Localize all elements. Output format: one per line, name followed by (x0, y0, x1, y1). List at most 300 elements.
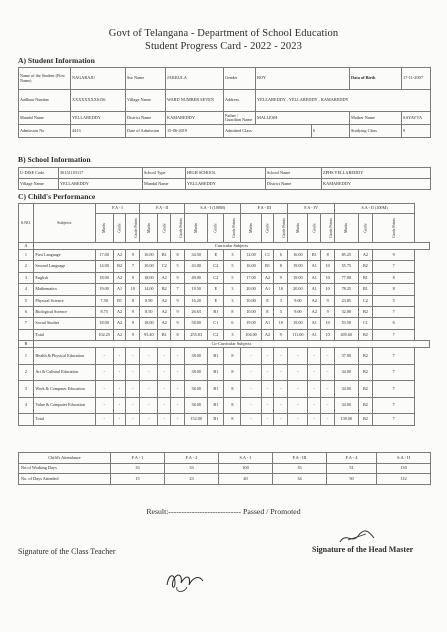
head-master-signature-label: Signature of the Head Master (312, 545, 414, 554)
mark-cell: - (113, 381, 126, 398)
mark-cell: A2 (261, 329, 274, 340)
mark-cell: B1 (158, 250, 171, 261)
mark-cell: - (241, 364, 261, 381)
label-father: Father / Guardian Name (224, 112, 256, 125)
row-sno (19, 414, 34, 425)
mark-cell: 34.00 (335, 381, 358, 398)
mark-cell: 9 (274, 272, 288, 283)
attendance-header-cell: F.A - 4 (327, 453, 377, 464)
mark-cell: A2 (113, 318, 126, 329)
mark-cell: - (241, 414, 261, 425)
mark-cell: 38.00 (184, 364, 207, 381)
table-row (19, 250, 430, 261)
column-subheader-text: Marks (249, 222, 254, 233)
mark-cell: - (261, 414, 274, 425)
table-row (19, 306, 430, 317)
row-sno: 5 (19, 295, 34, 306)
mark-cell: 20.00 (241, 284, 261, 295)
mark-cell: B1 (208, 364, 224, 381)
mark-cell: 20.00 (288, 284, 308, 295)
row-subject: Physical Science (33, 295, 95, 306)
value-mandal: YELLAREDDY (71, 112, 126, 125)
row-subject: English (33, 272, 95, 283)
mark-cell: - (95, 381, 113, 398)
mark-cell: - (126, 414, 140, 425)
mark-cell: 34.50 (184, 250, 207, 261)
attendance-header-cell: F.A - 1 (111, 453, 165, 464)
mark-cell: 9 (321, 306, 335, 317)
column-subheader (308, 214, 321, 243)
mark-cell: 3 (274, 295, 288, 306)
mark-cell: - (95, 414, 113, 425)
label-mother: Mother Name (350, 112, 402, 125)
mark-cell: - (321, 381, 335, 398)
exam-header: F.A - I (95, 204, 140, 214)
mark-cell: A2 (113, 272, 126, 283)
mark-cell: - (308, 348, 321, 365)
mark-cell: - (95, 364, 113, 381)
exam-header: S.A - II (100M) (335, 204, 415, 214)
exam-header: F.A - IV (288, 204, 335, 214)
mark-cell: 10.00 (241, 295, 261, 306)
column-subheader (158, 214, 171, 243)
mark-cell: 93.40 (140, 329, 158, 340)
mark-cell: - (140, 348, 158, 365)
mark-cell: 23.85 (335, 295, 358, 306)
row-sno: 3 (19, 381, 34, 398)
attendance-row (19, 463, 431, 474)
table-row (19, 364, 430, 381)
mark-cell: - (126, 381, 140, 398)
row-subject: Value & Computer Education (33, 397, 95, 414)
table-row (19, 272, 430, 283)
exam-header: S.A - I (100M) (184, 204, 240, 214)
mark-cell: 18.00 (140, 272, 158, 283)
mark-cell: 10 (321, 318, 335, 329)
mark-cell: 10.00 (140, 261, 158, 272)
label-admission-no: Admission No (19, 125, 71, 138)
mark-cell: 14.00 (140, 284, 158, 295)
attendance-cell: 15 (111, 474, 165, 485)
row-sno: 1 (19, 348, 34, 365)
mark-cell: E (261, 295, 274, 306)
mark-cell: A1 (308, 272, 321, 283)
mark-cell: 32.00 (335, 306, 358, 317)
school-info-heading: B) School Information (18, 155, 91, 164)
mark-cell: 49.00 (184, 272, 207, 283)
mark-cell: 9.00 (288, 306, 308, 317)
performance-header-row (19, 204, 430, 214)
col-sno: S.NO. (19, 204, 34, 243)
mark-cell: - (261, 364, 274, 381)
mark-cell: 5 (171, 261, 185, 272)
total-row (19, 414, 430, 425)
mark-cell: 8.50 (140, 306, 158, 317)
mark-cell: 17.00 (95, 250, 113, 261)
column-subheader-text: Grade (117, 223, 122, 233)
label-gender: Gender (224, 68, 256, 90)
mark-cell: 102.25 (95, 329, 113, 340)
value-date-of-admission: 15-06-2019 (166, 125, 224, 138)
mark-cell: 16.00 (288, 250, 308, 261)
teacher-signature-scribble (163, 567, 209, 593)
mark-cell: B1 (208, 348, 224, 365)
mark-cell: 19.00 (95, 284, 113, 295)
value-school-mandal: YELLAREDDY (186, 179, 266, 190)
column-subheader-text: Grade Points (232, 217, 237, 238)
mark-cell: 10 (321, 284, 335, 295)
label-village: Village Name (126, 90, 166, 112)
mark-cell: - (158, 364, 171, 381)
mark-cell: 9 (171, 272, 185, 283)
mark-cell: - (171, 414, 185, 425)
curricular-band (19, 243, 430, 250)
column-subheader (208, 214, 224, 243)
exam-header: F.A - III (241, 204, 288, 214)
attendance-cell: 34 (273, 474, 327, 485)
mark-cell: C1 (261, 250, 274, 261)
mark-cell: 17.00 (241, 272, 261, 283)
mark-cell: - (171, 397, 185, 414)
mark-cell: 8 (224, 381, 241, 398)
mark-cell: 8 (224, 414, 241, 425)
mark-cell: A2 (158, 306, 171, 317)
attendance-cell: 112 (377, 474, 431, 485)
mark-cell: C2 (158, 261, 171, 272)
mark-cell: A1 (261, 284, 274, 295)
mark-cell: 8 (224, 364, 241, 381)
value-studying-class: 9 (402, 125, 431, 138)
column-subheader-text: Grade (213, 223, 218, 233)
row-sno (19, 329, 34, 340)
value-school-district: KAMAREDDY (322, 179, 431, 190)
mark-cell: 6 (224, 318, 241, 329)
total-row (19, 329, 430, 340)
performance-table (18, 203, 430, 426)
mark-cell: - (288, 348, 308, 365)
row-subject: Second Language (33, 261, 95, 272)
attendance-cell: 130 (377, 463, 431, 474)
mark-cell: A2 (261, 272, 274, 283)
label-student-name: Name of the Student (First Name) (19, 68, 71, 90)
mark-cell: A2 (158, 318, 171, 329)
column-subheader (224, 214, 241, 243)
column-subheader (288, 214, 308, 243)
mark-cell: 10 (321, 329, 335, 340)
mark-cell: - (308, 381, 321, 398)
label-aadhaar: Aadhaar Number (19, 90, 71, 112)
mark-cell: 7 (373, 329, 415, 340)
performance-heading: C) Child's Performance (18, 192, 96, 201)
mark-cell: 10 (321, 261, 335, 272)
mark-cell: - (308, 414, 321, 425)
attendance-header-cell: Child's Attendance (19, 453, 111, 464)
mark-cell: B2 (113, 261, 126, 272)
column-subheader-text: Grade Points (391, 217, 396, 238)
mark-cell: 78.25 (335, 284, 358, 295)
mark-cell: - (308, 397, 321, 414)
mark-cell: 34.00 (335, 397, 358, 414)
mark-cell: A2 (113, 306, 126, 317)
head-master-signature-scribble (338, 528, 378, 546)
mark-cell: - (288, 381, 308, 398)
mark-cell: 43.00 (184, 261, 207, 272)
row-subject: Mathematics (33, 284, 95, 295)
mark-cell: - (321, 348, 335, 365)
column-subheader-text: Grade (162, 223, 167, 233)
student-info-heading: A) Student Information (18, 56, 95, 65)
mark-cell: 7 (373, 348, 415, 365)
mark-cell: 405.60 (335, 329, 358, 340)
exam-header: F.A - II (140, 204, 185, 214)
mark-cell: E (208, 295, 224, 306)
value-district: KAMAREDDY (166, 112, 224, 125)
row-sno: 1 (19, 250, 34, 261)
mark-cell: 7 (373, 414, 415, 425)
mark-cell: - (158, 397, 171, 414)
value-aadhaar: XXXXXXXX6156 (71, 90, 126, 112)
mark-cell: 7 (373, 397, 415, 414)
table-row (19, 397, 430, 414)
attendance-cell: 50 (327, 474, 377, 485)
mark-cell: B1 (208, 381, 224, 398)
mark-cell: C2 (208, 261, 224, 272)
mark-cell: - (140, 364, 158, 381)
mark-cell: 9 (126, 306, 140, 317)
value-first-name: NAGARAJU (71, 68, 126, 90)
row-subject: Art & Cultural Education (33, 364, 95, 381)
mark-cell: 77.00 (335, 272, 358, 283)
table-row (19, 295, 430, 306)
mark-cell: 85.25 (335, 250, 358, 261)
mark-cell: 12.00 (241, 250, 261, 261)
mark-cell: 8 (224, 348, 241, 365)
row-subject: Health & Physical Education (33, 348, 95, 365)
row-subject: Work & Computer Education (33, 381, 95, 398)
mark-cell: A1 (308, 329, 321, 340)
mark-cell: 58.00 (184, 318, 207, 329)
mark-cell: A2 (308, 306, 321, 317)
mark-cell: 14.00 (95, 261, 113, 272)
label-school-village: Village Name (19, 179, 59, 190)
column-subheader-text: Marks (146, 222, 151, 233)
mark-cell: 19.00 (288, 261, 308, 272)
mark-cell: - (113, 364, 126, 381)
mark-cell: C1 (208, 318, 224, 329)
mark-cell: 10 (274, 284, 288, 295)
band-letter: B (19, 341, 34, 348)
column-subheader (241, 214, 261, 243)
mark-cell: 5 (224, 272, 241, 283)
mark-cell: B1 (358, 284, 373, 295)
school-info-table (18, 167, 431, 190)
mark-cell: 38.00 (184, 348, 207, 365)
col-subjects: Subjects (33, 204, 95, 243)
mark-cell: 9 (126, 250, 140, 261)
column-subheader-text: Marks (102, 222, 107, 233)
mark-cell: - (274, 397, 288, 414)
mark-cell: C1 (358, 318, 373, 329)
mark-cell: 5 (224, 261, 241, 272)
mark-cell: 9 (171, 306, 185, 317)
value-gender: BOY (256, 68, 350, 90)
mark-cell: A1 (308, 318, 321, 329)
mark-cell: - (158, 381, 171, 398)
mark-cell: - (261, 397, 274, 414)
mark-cell: - (126, 348, 140, 365)
mark-cell: - (171, 364, 185, 381)
mark-cell: - (158, 414, 171, 425)
mark-cell: 16.00 (140, 250, 158, 261)
mark-cell: 3 (224, 295, 241, 306)
column-subheader-text: Grade Points (282, 217, 287, 238)
mark-cell: B2 (358, 306, 373, 317)
mark-cell: - (126, 397, 140, 414)
attendance-row-label: No. of Days Attended (19, 474, 111, 485)
mark-cell: C2 (208, 329, 224, 340)
column-subheader (335, 214, 358, 243)
mark-cell: - (95, 397, 113, 414)
mark-cell: - (288, 397, 308, 414)
row-sno: 4 (19, 397, 34, 414)
cocurricular-band (19, 341, 430, 348)
mark-cell: 10.00 (241, 306, 261, 317)
value-admission-no: 4413 (71, 125, 126, 138)
mark-cell: 9 (126, 272, 140, 283)
column-subheader-text: Marks (194, 222, 199, 233)
mark-cell: 6 (373, 318, 415, 329)
column-subheader (171, 214, 185, 243)
mark-cell: 3 (224, 284, 241, 295)
column-subheader (274, 214, 288, 243)
mark-cell: A2 (158, 272, 171, 283)
row-label: Total (33, 414, 95, 425)
mark-cell: 10 (321, 272, 335, 283)
class-teacher-signature-label: Signature of the Class Teacher (18, 547, 116, 556)
mark-cell: A2 (113, 250, 126, 261)
attendance-header-cell: S.A - 1 (219, 453, 273, 464)
label-district: District Name (126, 112, 166, 125)
mark-cell: A2 (308, 295, 321, 306)
row-subject: Social Studies (33, 318, 95, 329)
row-subject: First Language (33, 250, 95, 261)
mark-cell: 152.00 (184, 414, 207, 425)
mark-cell: 139.00 (335, 414, 358, 425)
mark-cell: - (140, 414, 158, 425)
column-subheader-text: Grade (312, 223, 317, 233)
mark-cell: 8.90 (140, 295, 158, 306)
mark-cell: 5 (373, 295, 415, 306)
mark-cell: 9 (274, 329, 288, 340)
label-school-name: School Name (266, 168, 322, 179)
mark-cell: 19.00 (288, 272, 308, 283)
value-father: MALLESH (256, 112, 350, 125)
column-subheader-text: Marks (344, 222, 349, 233)
table-row (19, 381, 430, 398)
mark-cell: 38.00 (184, 397, 207, 414)
mark-cell: - (171, 381, 185, 398)
mark-cell: B1 (158, 329, 171, 340)
mark-cell: E (261, 306, 274, 317)
mark-cell: 26.63 (184, 306, 207, 317)
value-sur-name: JAKKULA (166, 68, 224, 90)
row-sno: 3 (19, 272, 34, 283)
mark-cell: 16.00 (241, 261, 261, 272)
mark-cell: A1 (261, 318, 274, 329)
header-line-2: Student Progress Card - 2022 - 2023 (145, 41, 302, 52)
attendance-cell: 51 (327, 463, 377, 474)
mark-cell: 9 (126, 318, 140, 329)
attendance-header-cell: F.A - 2 (165, 453, 219, 464)
row-sno: 7 (19, 318, 34, 329)
mark-cell: - (158, 348, 171, 365)
mark-cell: E (208, 284, 224, 295)
mark-cell: 8.75 (95, 306, 113, 317)
mark-cell: - (261, 381, 274, 398)
mark-cell: - (288, 414, 308, 425)
mark-cell: B1 (308, 250, 321, 261)
value-dob: 17-11-2007 (402, 68, 431, 90)
mark-cell: B1 (358, 272, 373, 283)
column-subheader (113, 214, 126, 243)
attendance-row-label: No.of Working Days (19, 463, 111, 474)
mark-cell: 9 (171, 295, 185, 306)
mark-cell: 18.00 (95, 272, 113, 283)
mark-cell: 9 (373, 250, 415, 261)
column-subheader-text: Grade (265, 223, 270, 233)
mark-cell: - (274, 381, 288, 398)
mark-cell: 8 (171, 250, 185, 261)
mark-cell: B2 (358, 397, 373, 414)
mark-cell: 37.00 (335, 348, 358, 365)
mark-cell: 6 (274, 250, 288, 261)
mark-cell: 3 (274, 306, 288, 317)
mark-cell: B2 (158, 284, 171, 295)
table-row (19, 284, 430, 295)
column-subheader (126, 214, 140, 243)
mark-cell: 8 (321, 250, 335, 261)
mark-cell: - (113, 348, 126, 365)
mark-cell: 7 (373, 261, 415, 272)
value-school-name: ZPHS YELLAREDDY (322, 168, 431, 179)
mark-cell: B2 (358, 261, 373, 272)
mark-cell: A2 (358, 250, 373, 261)
row-label: Total (33, 329, 95, 340)
mark-cell: 8 (373, 284, 415, 295)
label-sur-name: Sur Name (126, 68, 166, 90)
label-admitted-class: Admitted Class (224, 125, 312, 138)
mark-cell: 55.75 (335, 261, 358, 272)
mark-cell: B1 (113, 295, 126, 306)
column-subheader-text: Grade Points (329, 217, 334, 238)
mark-cell: A1 (113, 284, 126, 295)
mark-cell: 7 (373, 306, 415, 317)
value-address: YELLAREDDY , YELLAREDDY , KAMAREDDY (256, 90, 431, 112)
row-subject: Biological Science (33, 306, 95, 317)
row-sno: 6 (19, 306, 34, 317)
value-admitted-class: 6 (312, 125, 350, 138)
mark-cell: B2 (358, 348, 373, 365)
result-line: Result:---------------------------- Passed / Promoted (146, 507, 301, 516)
mark-cell: - (274, 348, 288, 365)
label-address: Address (224, 90, 256, 112)
mark-cell: 111.00 (288, 329, 308, 340)
mark-cell: 18.00 (140, 318, 158, 329)
mark-cell: 3 (224, 329, 241, 340)
label-school-district: District Name (266, 179, 322, 190)
mark-cell: - (308, 364, 321, 381)
row-sno: 2 (19, 364, 34, 381)
